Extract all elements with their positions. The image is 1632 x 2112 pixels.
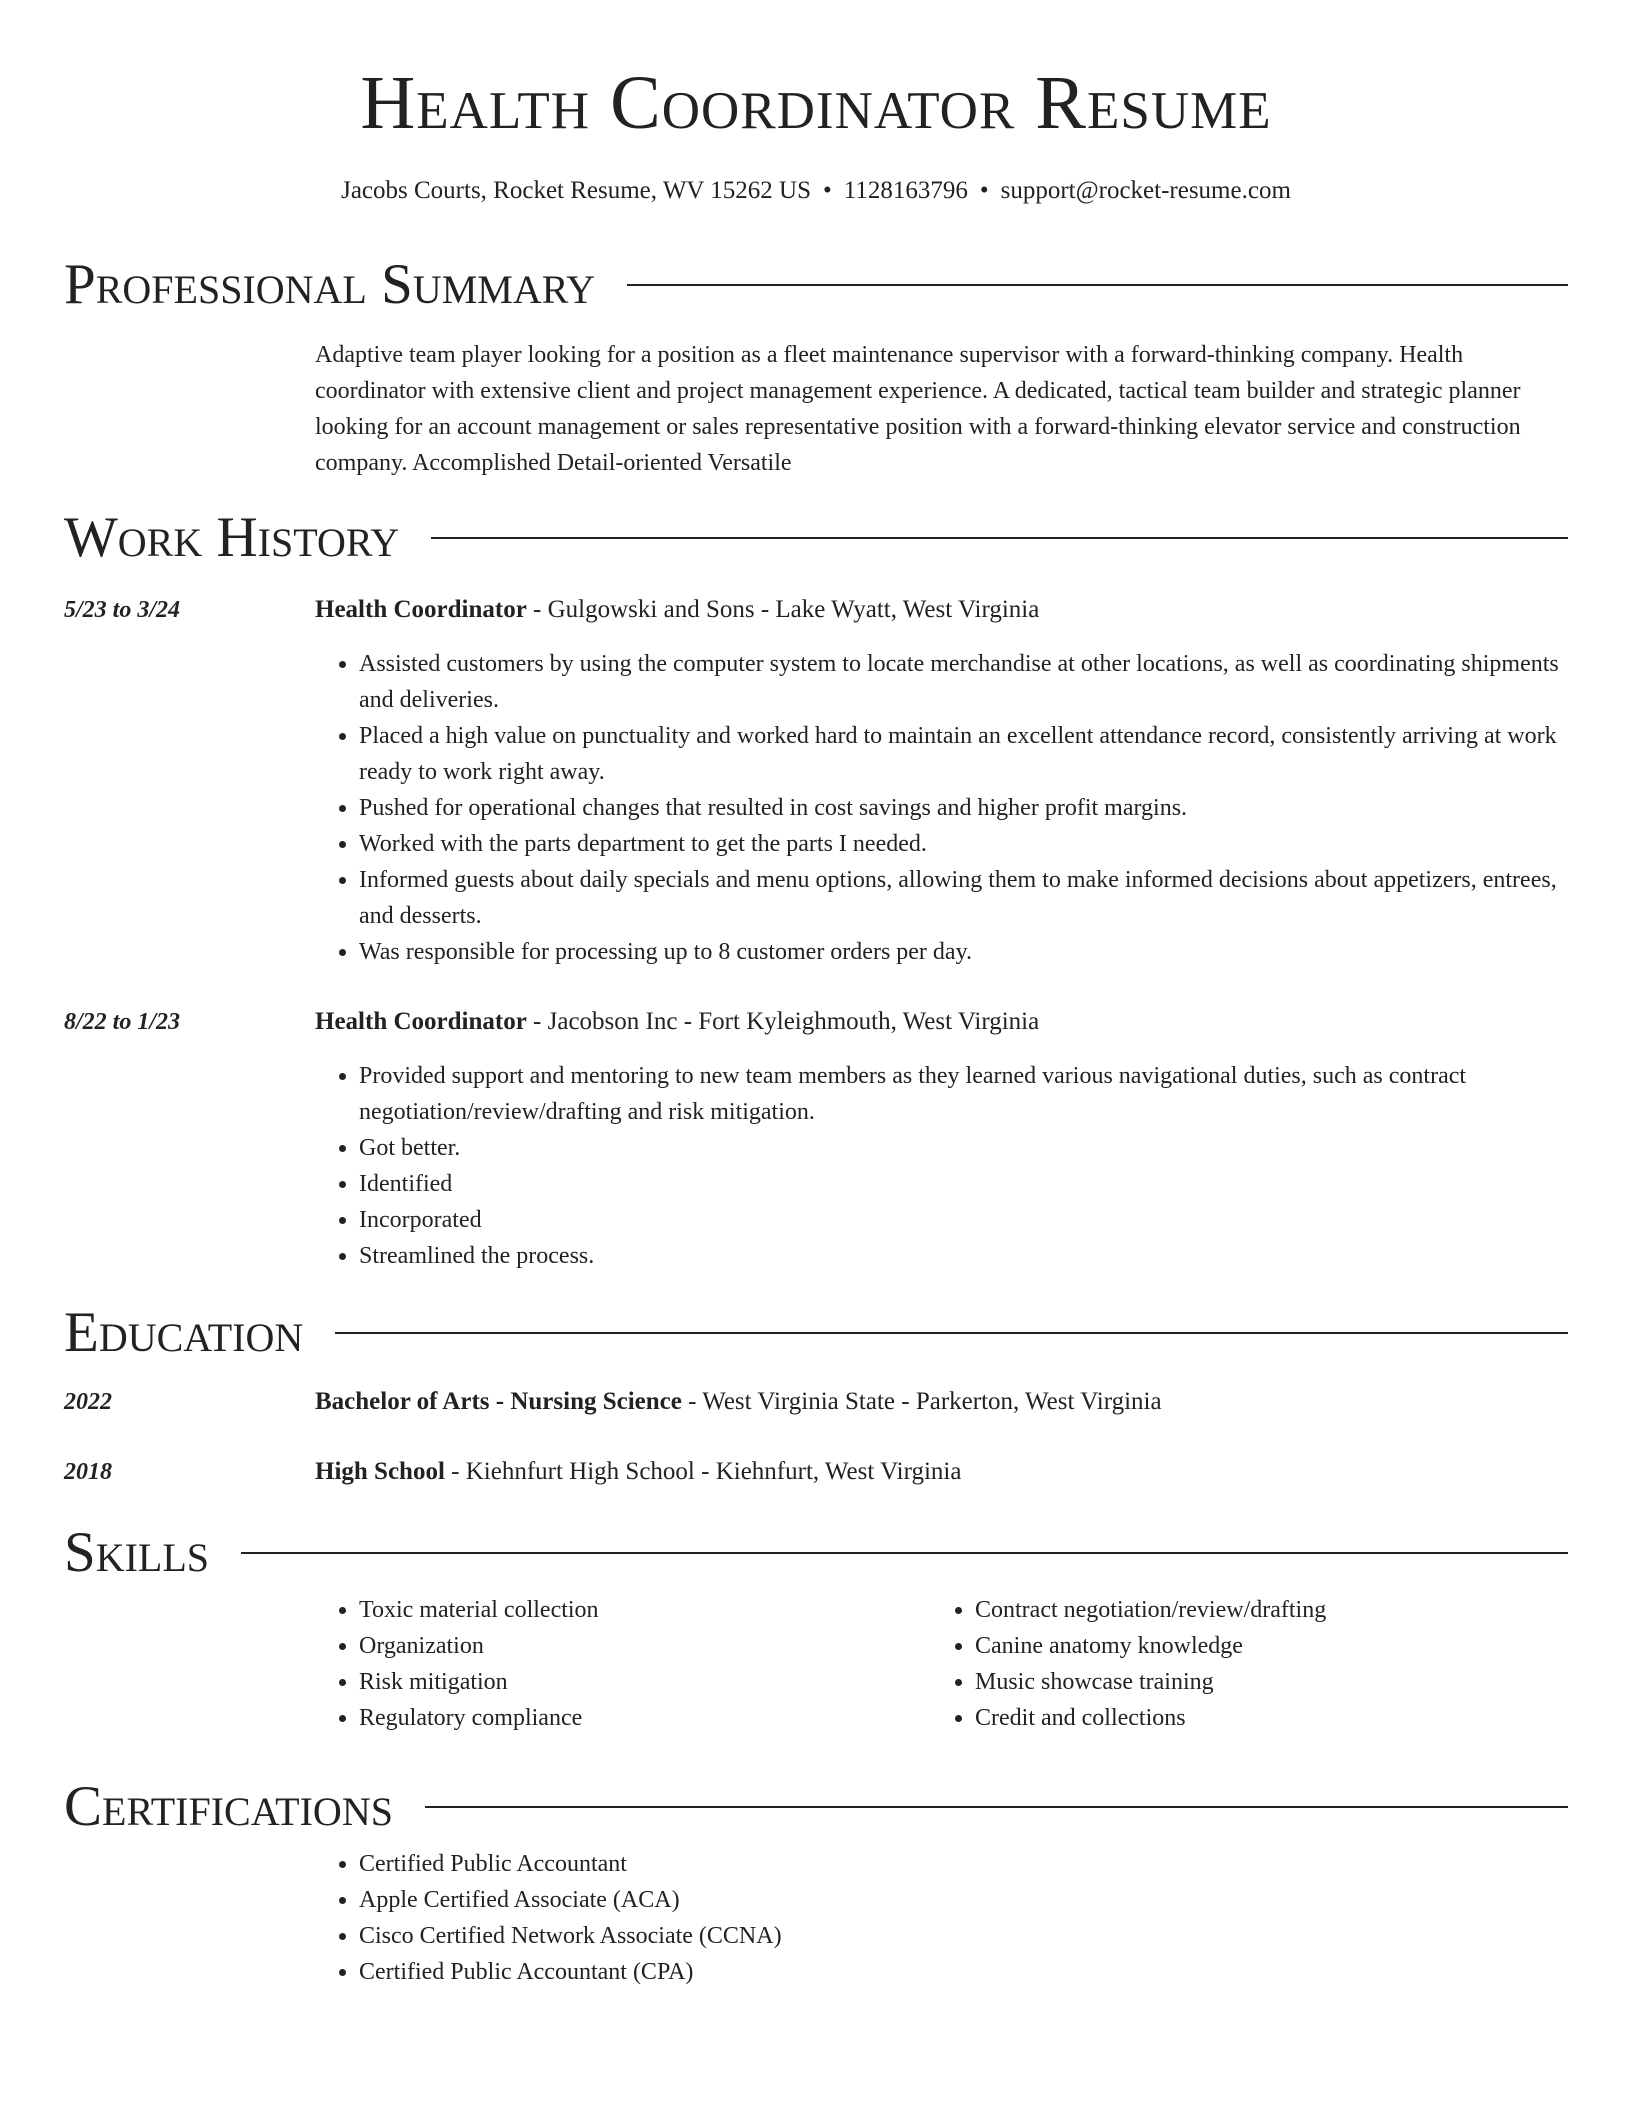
list-item: • Got better. — [359, 1130, 1568, 1166]
section-title: Education — [64, 1301, 304, 1364]
list-item: • Certified Public Accountant (CPA) — [359, 1954, 1568, 1990]
section-divider — [627, 284, 1568, 286]
education-year: 2018 — [64, 1459, 112, 1485]
list-item: • Regulatory compliance — [359, 1700, 919, 1736]
list-item: • Apple Certified Associate (ACA) — [359, 1882, 1568, 1918]
list-item: • Cisco Certified Network Associate (CCNA) — [359, 1918, 1568, 1954]
section-divider — [425, 1806, 1568, 1808]
contact-address: Jacobs Courts, Rocket Resume, WV 15262 US — [341, 177, 811, 204]
section-title: Certifications — [64, 1775, 393, 1838]
list-item: • Incorporated — [359, 1202, 1568, 1238]
contact-email: support@rocket-resume.com — [1000, 177, 1291, 204]
job-bullets — [315, 646, 1568, 970]
list-item: • Credit and collections — [975, 1700, 1575, 1736]
education-details: - Kiehnfurt High School - Kiehnfurt, West Virginia — [444, 1458, 962, 1485]
list-item: • Streamlined the process. — [359, 1238, 1568, 1274]
skills-list-left — [315, 1592, 919, 1736]
section-skills-header — [64, 1518, 1568, 1588]
list-item: • Identified — [359, 1166, 1568, 1202]
list-item: • Contract negotiation/review/drafting — [975, 1592, 1575, 1628]
list-item: • Informed guests about daily specials and menu options, allowing them to make informed decisions about appetizers, entrees, and desserts. — [359, 862, 1568, 934]
education-degree: Bachelor of Arts - Nursing Science — [315, 1388, 682, 1415]
education-entry — [315, 1454, 1568, 1490]
job-dates: 8/22 to 1/23 — [64, 1009, 181, 1035]
job-details: - Jacobson Inc - Fort Kyleighmouth, West Virginia — [526, 1008, 1040, 1035]
contact-separator: • — [979, 177, 989, 204]
section-divider — [431, 537, 1568, 539]
list-item: • Worked with the parts department to get the parts I needed. — [359, 826, 1568, 862]
summary-text: Adaptive team player looking for a position as a fleet maintenance supervisor with a forward-thinking company. Health coordinator with extensive client and project management experience. A dedicated, tactical team builder and strategic planner looking for an account management or sales representative position with a forward-thinking elevator service and construction company. Accomplished Detail-oriented Versatile — [315, 342, 1521, 476]
section-title: Work History — [64, 506, 400, 569]
contact-separator: • — [822, 177, 832, 204]
section-education-header — [64, 1298, 1568, 1368]
section-divider — [241, 1552, 1568, 1554]
section-divider — [335, 1332, 1568, 1334]
skills-list-right — [931, 1592, 1575, 1736]
education-year: 2022 — [64, 1389, 112, 1415]
section-title: Professional Summary — [64, 253, 596, 316]
list-item: • Certified Public Accountant — [359, 1846, 1568, 1882]
education-details: - West Virginia State - Parkerton, West Virginia — [681, 1388, 1162, 1415]
contact-phone: 1128163796 — [843, 177, 968, 204]
list-item: • Organization — [359, 1628, 919, 1664]
job-title: Health Coordinator — [315, 596, 527, 623]
education-entry — [315, 1384, 1568, 1420]
section-work-header — [64, 503, 1568, 573]
list-item: • Music showcase training — [975, 1664, 1575, 1700]
job-title: Health Coordinator — [315, 1008, 527, 1035]
job-header — [315, 1004, 1568, 1040]
certifications-list — [315, 1846, 1568, 1990]
section-certifications-header — [64, 1772, 1568, 1842]
list-item: • Canine anatomy knowledge — [975, 1628, 1575, 1664]
contact-line — [0, 173, 1632, 209]
job-bullets — [315, 1058, 1568, 1274]
resume-title: Health Coordinator Resume — [360, 61, 1272, 145]
section-title: Skills — [64, 1521, 210, 1584]
list-item: • Was responsible for processing up to 8 customer orders per day. — [359, 934, 1568, 970]
job-header — [315, 592, 1568, 628]
list-item: • Pushed for operational changes that resulted in cost savings and higher profit margins. — [359, 790, 1568, 826]
job-details: - Gulgowski and Sons - Lake Wyatt, West Virginia — [526, 596, 1040, 623]
job-dates: 5/23 to 3/24 — [64, 597, 181, 623]
education-degree: High School — [315, 1458, 445, 1485]
list-item: • Provided support and mentoring to new team members as they learned various navigational duties, such as contract negotiation/review/drafting and risk mitigation. — [359, 1058, 1568, 1130]
list-item: • Toxic material collection — [359, 1592, 919, 1628]
list-item: • Placed a high value on punctuality and worked hard to maintain an excellent attendance record, consistently arriving at work ready to work right away. — [359, 718, 1568, 790]
list-item: • Risk mitigation — [359, 1664, 919, 1700]
section-summary-header — [64, 250, 1568, 320]
list-item: • Assisted customers by using the computer system to locate merchandise at other locations, as well as coordinating shipments and deliveries. — [359, 646, 1568, 718]
